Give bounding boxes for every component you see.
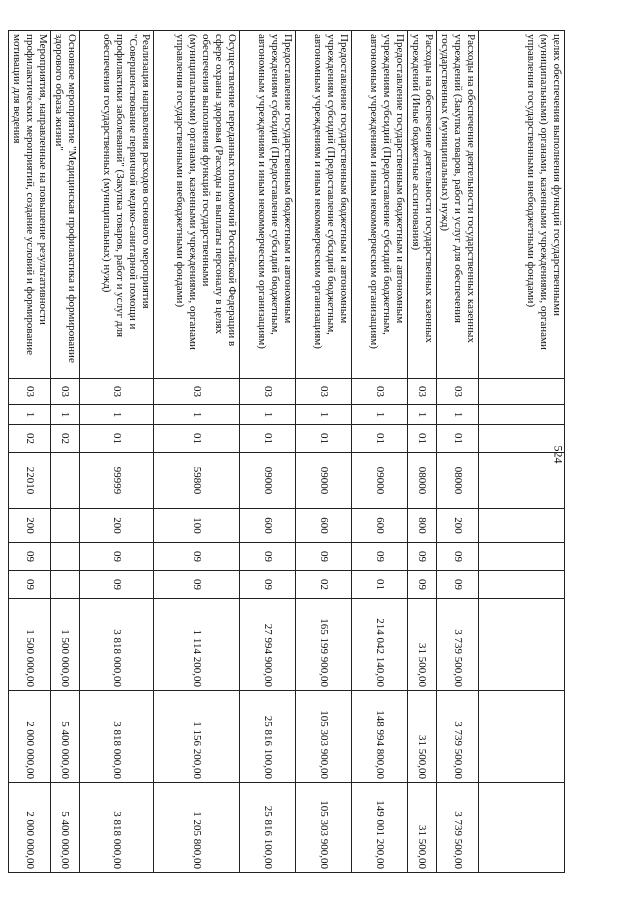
- code-cell: [479, 405, 565, 425]
- amount-cell: 3 818 000,00: [80, 691, 154, 783]
- code-cell: 09: [80, 543, 154, 571]
- code-cell: 22010: [9, 453, 51, 509]
- code-cell: 100: [154, 509, 240, 543]
- amount-cell: 25 816 100,00: [240, 783, 296, 873]
- code-cell: 08000: [408, 453, 437, 509]
- code-cell: 200: [80, 509, 154, 543]
- amount-cell: 2 000 000,00: [9, 783, 51, 873]
- amount-cell: 2 000 000,00: [9, 691, 51, 783]
- code-cell: 600: [240, 509, 296, 543]
- code-cell: 09000: [240, 453, 296, 509]
- amount-cell: 1 500 000,00: [51, 599, 80, 691]
- amount-cell: [479, 783, 565, 873]
- amount-cell: 149 001 200,00: [352, 783, 408, 873]
- table-row: [51, 31, 80, 873]
- code-cell: 09: [408, 543, 437, 571]
- code-cell: 09: [352, 543, 408, 571]
- code-cell: 03: [51, 379, 80, 405]
- code-cell: 01: [240, 425, 296, 453]
- amount-cell: 31 500,00: [408, 691, 437, 783]
- code-cell: 600: [296, 509, 352, 543]
- table-row: [9, 31, 51, 873]
- code-cell: 09: [437, 543, 479, 571]
- code-cell: [51, 453, 80, 509]
- code-cell: 800: [408, 509, 437, 543]
- code-cell: 09000: [352, 453, 408, 509]
- rotated-table-container: [11, 30, 565, 872]
- code-cell: 03: [352, 379, 408, 405]
- table-row: [80, 31, 154, 873]
- page-number: 524: [551, 445, 566, 464]
- code-cell: 03: [154, 379, 240, 405]
- row-name-cell: Расходы на обеспечение деятельности государственных казенных учреждений (Иные бюджетные ассигнования): [408, 31, 437, 379]
- row-name-cell: Предоставление государственным бюджетным и автономным учреждениям субсидий (Предоставление субсидий бюджетным, автономным учреждениям и иным некоммерческим организациям): [240, 31, 296, 379]
- amount-cell: [479, 691, 565, 783]
- code-cell: 1: [352, 405, 408, 425]
- code-cell: 09: [154, 571, 240, 599]
- amount-cell: 105 303 900,00: [296, 691, 352, 783]
- table-body: [9, 31, 565, 873]
- code-cell: 03: [437, 379, 479, 405]
- code-cell: 09000: [296, 453, 352, 509]
- code-cell: [479, 425, 565, 453]
- code-cell: 1: [80, 405, 154, 425]
- amount-cell: 27 994 900,00: [240, 599, 296, 691]
- code-cell: 200: [437, 509, 479, 543]
- code-cell: 09: [9, 571, 51, 599]
- amount-cell: 3 739 500,00: [437, 599, 479, 691]
- code-cell: 09: [240, 543, 296, 571]
- table-row: [296, 31, 352, 873]
- code-cell: 1: [51, 405, 80, 425]
- row-name-cell: Реализация направления расходов основного мероприятия "Совершенствование первичной медико-санитарной помощи и профилактики заболеваний" (Закупка товаров, работ и услуг для обеспечения государственных (муниципальных) нужд): [80, 31, 154, 379]
- code-cell: 01: [352, 425, 408, 453]
- code-cell: 09: [154, 543, 240, 571]
- code-cell: 01: [80, 425, 154, 453]
- code-cell: 03: [296, 379, 352, 405]
- row-name-cell: Предоставление государственным бюджетным и автономным учреждениям субсидий (Предоставление субсидий бюджетным, автономным учреждениям и иным некоммерческим организациям): [352, 31, 408, 379]
- code-cell: 08000: [437, 453, 479, 509]
- code-cell: 03: [408, 379, 437, 405]
- code-cell: 1: [408, 405, 437, 425]
- amount-cell: 3 818 000,00: [80, 599, 154, 691]
- code-cell: [51, 543, 80, 571]
- amount-cell: 31 500,00: [408, 783, 437, 873]
- amount-cell: 105 303 900,00: [296, 783, 352, 873]
- code-cell: 600: [352, 509, 408, 543]
- code-cell: 09: [296, 543, 352, 571]
- code-cell: 01: [352, 571, 408, 599]
- budget-table: [8, 30, 565, 873]
- code-cell: [51, 509, 80, 543]
- code-cell: 1: [240, 405, 296, 425]
- amount-cell: 165 199 900,00: [296, 599, 352, 691]
- code-cell: 1: [296, 405, 352, 425]
- amount-cell: 3 739 500,00: [437, 783, 479, 873]
- code-cell: 03: [80, 379, 154, 405]
- amount-cell: 5 400 000,00: [51, 783, 80, 873]
- amount-cell: 25 816 100,00: [240, 691, 296, 783]
- row-name-cell: Основное мероприятие "Медицинская профилактика и формирование здорового образа жизни": [51, 31, 80, 379]
- row-name-cell: Осуществление переданных полномочий Российской Федерации в сфере охраны здоровья (Расходы на выплаты персоналу в целях обеспечения выполнения функций государственными (муниципальными) органами, казенными учреждениями, органами управления государственными внебюджетными фондами): [154, 31, 240, 379]
- code-cell: 09: [240, 571, 296, 599]
- table-row: [154, 31, 240, 873]
- code-cell: [51, 571, 80, 599]
- table-row: [437, 31, 479, 873]
- row-name-cell: Расходы на обеспечение деятельности государственных казенных учреждений (Закупка товаров, работ и услуг для обеспечения государственных (муниципальных) нужд): [437, 31, 479, 379]
- code-cell: 03: [240, 379, 296, 405]
- row-name-cell: Предоставление государственным бюджетным и автономным учреждениям субсидий (Предоставление субсидий бюджетным, автономным учреждениям и иным некоммерческим организациям): [296, 31, 352, 379]
- amount-cell: 148 994 800,00: [352, 691, 408, 783]
- row-name-cell: целях обеспечения выполнения функций государственными (муниципальными) органами, казенными учреждениями, органами управления государственными внебюджетными фондами): [479, 31, 565, 379]
- amount-cell: 214 042 140,00: [352, 599, 408, 691]
- code-cell: 03: [9, 379, 51, 405]
- code-cell: 01: [408, 425, 437, 453]
- code-cell: 09: [9, 543, 51, 571]
- code-cell: 1: [437, 405, 479, 425]
- code-cell: 200: [9, 509, 51, 543]
- code-cell: 09: [80, 571, 154, 599]
- amount-cell: 1 205 800,00: [154, 783, 240, 873]
- code-cell: 1: [154, 405, 240, 425]
- code-cell: [479, 543, 565, 571]
- code-cell: 1: [9, 405, 51, 425]
- code-cell: [479, 571, 565, 599]
- code-cell: [479, 509, 565, 543]
- amount-cell: 1 156 200,00: [154, 691, 240, 783]
- code-cell: 02: [9, 425, 51, 453]
- amount-cell: 1 114 200,00: [154, 599, 240, 691]
- code-cell: 09: [437, 571, 479, 599]
- amount-cell: [479, 599, 565, 691]
- table-row: [479, 31, 565, 873]
- code-cell: 59800: [154, 453, 240, 509]
- code-cell: 01: [296, 425, 352, 453]
- table-row: [408, 31, 437, 873]
- code-cell: [479, 453, 565, 509]
- table-row: [352, 31, 408, 873]
- code-cell: 02: [51, 425, 80, 453]
- table-wrapper: [11, 30, 565, 872]
- amount-cell: 5 400 000,00: [51, 691, 80, 783]
- amount-cell: 31 500,00: [408, 599, 437, 691]
- row-name-cell: Мероприятия, направленные на повышение результативности профилактических мероприятий, создание условий и формирование мотивации для ведения: [9, 31, 51, 379]
- code-cell: 99999: [80, 453, 154, 509]
- code-cell: 09: [408, 571, 437, 599]
- amount-cell: 3 739 500,00: [437, 691, 479, 783]
- code-cell: 01: [437, 425, 479, 453]
- code-cell: 02: [296, 571, 352, 599]
- amount-cell: 3 818 000,00: [80, 783, 154, 873]
- table-row: [240, 31, 296, 873]
- code-cell: 01: [154, 425, 240, 453]
- code-cell: [479, 379, 565, 405]
- amount-cell: 1 500 000,00: [9, 599, 51, 691]
